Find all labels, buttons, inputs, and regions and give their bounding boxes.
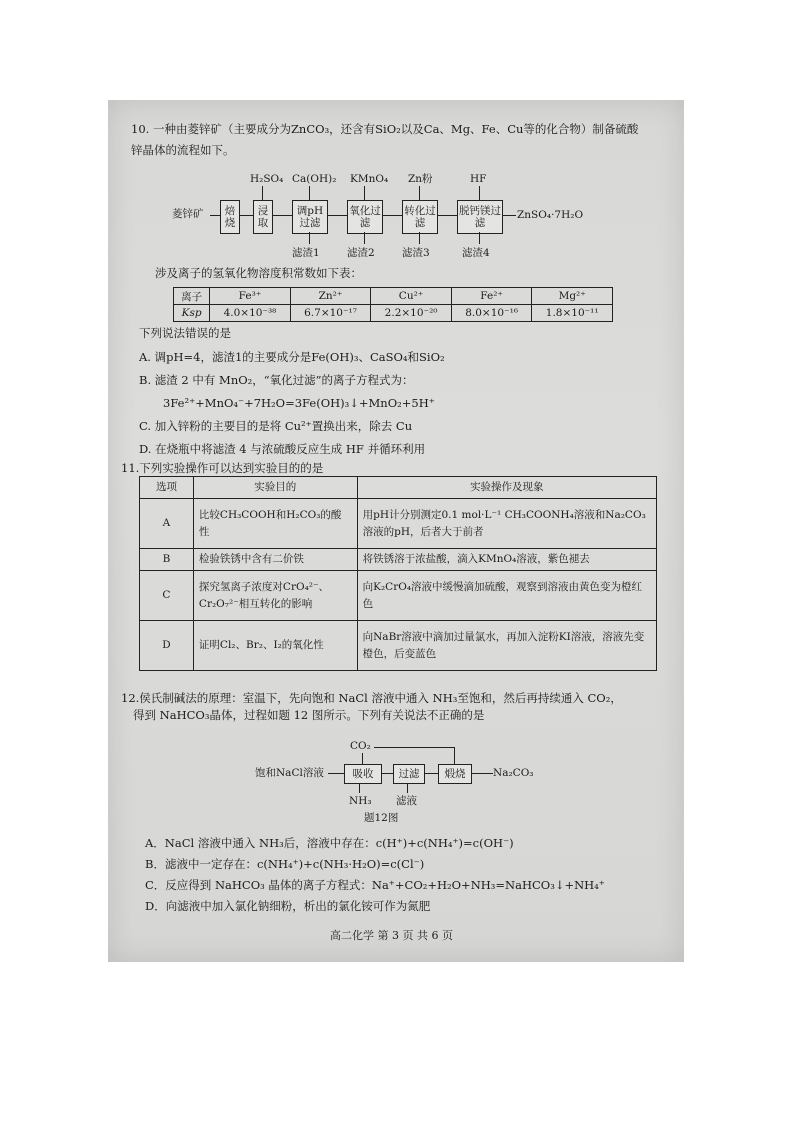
reagent-kmno4: KMnO₄ (350, 173, 389, 185)
flow-step-roast: 焙烧 (220, 200, 240, 234)
reagent-hf: HF (470, 173, 487, 185)
ksp-label-ksp: Ksp (174, 305, 210, 322)
q11-purpose: 证明Cl₂、Br₂、I₂的氧化性 (193, 621, 357, 671)
reagent-caoh2: Ca(OH)₂ (292, 173, 337, 185)
q10-option-d: D. 在烧瓶中将滤渣 4 与浓硫酸反应生成 HF 并循环利用 (139, 442, 426, 456)
q11-row (140, 621, 657, 671)
q11-purpose: 检验铁锈中含有二价铁 (193, 549, 357, 571)
q11-purpose: 比较CH₃COOH和H₂CO₃的酸性 (193, 499, 357, 549)
q11-table (139, 476, 657, 671)
ksp-label-ion: 离子 (174, 288, 210, 305)
q10-question: 下列说法错误的是 (139, 326, 231, 340)
ksp-table (173, 287, 613, 322)
q12-co2: CO₂ (350, 740, 371, 752)
q11-header: 实验操作及现象 (357, 477, 656, 499)
q11-operation: 用pH计分别测定0.1 mol·L⁻¹ CH₃COONH₄溶液和Na₂CO₃溶液的pH，后者大于前者 (357, 499, 656, 549)
q12-nh3: NH₃ (349, 795, 372, 807)
ksp-value: 6.7×10⁻¹⁷ (290, 305, 371, 322)
q11-operation: 向K₂CrO₄溶液中缓慢滴加硫酸，观察到溶液由黄色变为橙红色 (357, 571, 656, 621)
q10-option-a: A. 调pH=4，滤渣1的主要成分是Fe(OH)₃、CaSO₄和SiO₂ (139, 350, 445, 364)
q12-flow-start: 饱和NaCl溶液 (255, 767, 324, 779)
q12-option-a: A．NaCl 溶液中通入 NH₃后，溶液中存在：c(H⁺)+c(NH₄⁺)=c(OH⁻) (145, 836, 514, 850)
ksp-ion: Mg²⁺ (532, 288, 613, 305)
ksp-intro: 涉及离子的氢氧化物溶度积常数如下表： (155, 266, 362, 280)
q11-header: 选项 (140, 477, 194, 499)
flow-step-oxidize: 氧化过滤 (347, 200, 383, 234)
ksp-value: 4.0×10⁻³⁸ (210, 305, 291, 322)
q11-option: A (140, 499, 194, 549)
flow-step-ph: 调pH过滤 (292, 200, 328, 234)
q11-purpose: 探究氢离子浓度对CrO₄²⁻、Cr₂O₇²⁻相互转化的影响 (193, 571, 357, 621)
reagent-h2so4: H₂SO₄ (250, 173, 284, 185)
q11-operation: 向NaBr溶液中滴加过量氯水，再加入淀粉KI溶液，溶液先变橙色，后变蓝色 (357, 621, 656, 671)
q10-option-b: B. 滤渣 2 中有 MnO₂，“氧化过滤”的离子方程式为： (139, 373, 414, 387)
q12-option-c: C．反应得到 NaHCO₃ 晶体的离子方程式：Na⁺+CO₂+H₂O+NH₃=NaHCO₃↓+NH₄⁺ (145, 878, 605, 892)
flow-step-leach: 浸取 (253, 200, 273, 234)
q11-option: D (140, 621, 194, 671)
q12-caption: 题12图 (364, 812, 399, 824)
q12-step-calcine: 煅烧 (438, 764, 472, 784)
q12-stem-line2: 得到 NaHCO₃晶体，过程如题 12 图所示。下列有关说法不正确的是 (133, 708, 485, 722)
q11-header: 实验目的 (193, 477, 357, 499)
q12-option-d: D．向滤液中加入氯化钠细粉，析出的氯化铵可作为氮肥 (145, 899, 431, 913)
reagent-zn: Zn粉 (408, 173, 433, 185)
q10-stem-line1: 10. 一种由菱锌矿（主要成分为ZnCO₃，还含有SiO₂以及Ca、Mg、Fe、Cu等的化合物）制备硫酸 (131, 122, 639, 136)
q12-option-b: B．滤液中一定存在：c(NH₄⁺)+c(NH₃·H₂O)=c(Cl⁻) (145, 857, 425, 871)
ksp-ion-row (174, 288, 613, 305)
q11-option: B (140, 549, 194, 571)
q12-step-absorb: 吸收 (344, 764, 382, 784)
q11-row (140, 571, 657, 621)
q10-stem-line2: 锌晶体的流程如下。 (131, 143, 235, 157)
ksp-ion: Cu²⁺ (371, 288, 452, 305)
flow-step-convert: 转化过滤 (402, 200, 438, 234)
q11-option: C (140, 571, 194, 621)
flow-product: ZnSO₄·7H₂O (517, 209, 584, 221)
q11-header-row (140, 477, 657, 499)
q11-operation: 将铁锈溶于浓盐酸，滴入KMnO₄溶液，紫色褪去 (357, 549, 656, 571)
q11-row (140, 549, 657, 571)
ksp-value-row (174, 305, 613, 322)
q10-option-b-equation: 3Fe²⁺+MnO₄⁻+7H₂O=3Fe(OH)₃↓+MnO₂+5H⁺ (163, 396, 435, 410)
page-footer: 高二化学 第 3 页 共 6 页 (330, 929, 453, 942)
q11-row (140, 499, 657, 549)
ksp-value: 2.2×10⁻²⁰ (371, 305, 452, 322)
flow-start: 菱锌矿 (172, 208, 204, 220)
q12-step-filter: 过滤 (393, 764, 425, 784)
q12-filtrate: 滤液 (396, 795, 417, 807)
ksp-ion: Zn²⁺ (290, 288, 371, 305)
q11-stem: 11.下列实验操作可以达到实验目的的是 (121, 461, 324, 475)
residue-4: 滤渣4 (462, 247, 490, 259)
q12-product: Na₂CO₃ (493, 767, 534, 779)
flow-step-decamg: 脱钙镁过滤 (457, 200, 503, 234)
q10-option-c: C. 加入锌粉的主要目的是将 Cu²⁺置换出来，除去 Cu (139, 419, 413, 433)
ksp-value: 8.0×10⁻¹⁶ (451, 305, 532, 322)
residue-1: 滤渣1 (292, 247, 320, 259)
q12-stem-line1: 12.侯氏制碱法的原理：室温下，先向饱和 NaCl 溶液中通入 NH₃至饱和，然后再持续通入 CO₂， (121, 691, 622, 705)
residue-2: 滤渣2 (347, 247, 375, 259)
ksp-ion: Fe³⁺ (210, 288, 291, 305)
residue-3: 滤渣3 (402, 247, 430, 259)
ksp-value: 1.8×10⁻¹¹ (532, 305, 613, 322)
ksp-ion: Fe²⁺ (451, 288, 532, 305)
